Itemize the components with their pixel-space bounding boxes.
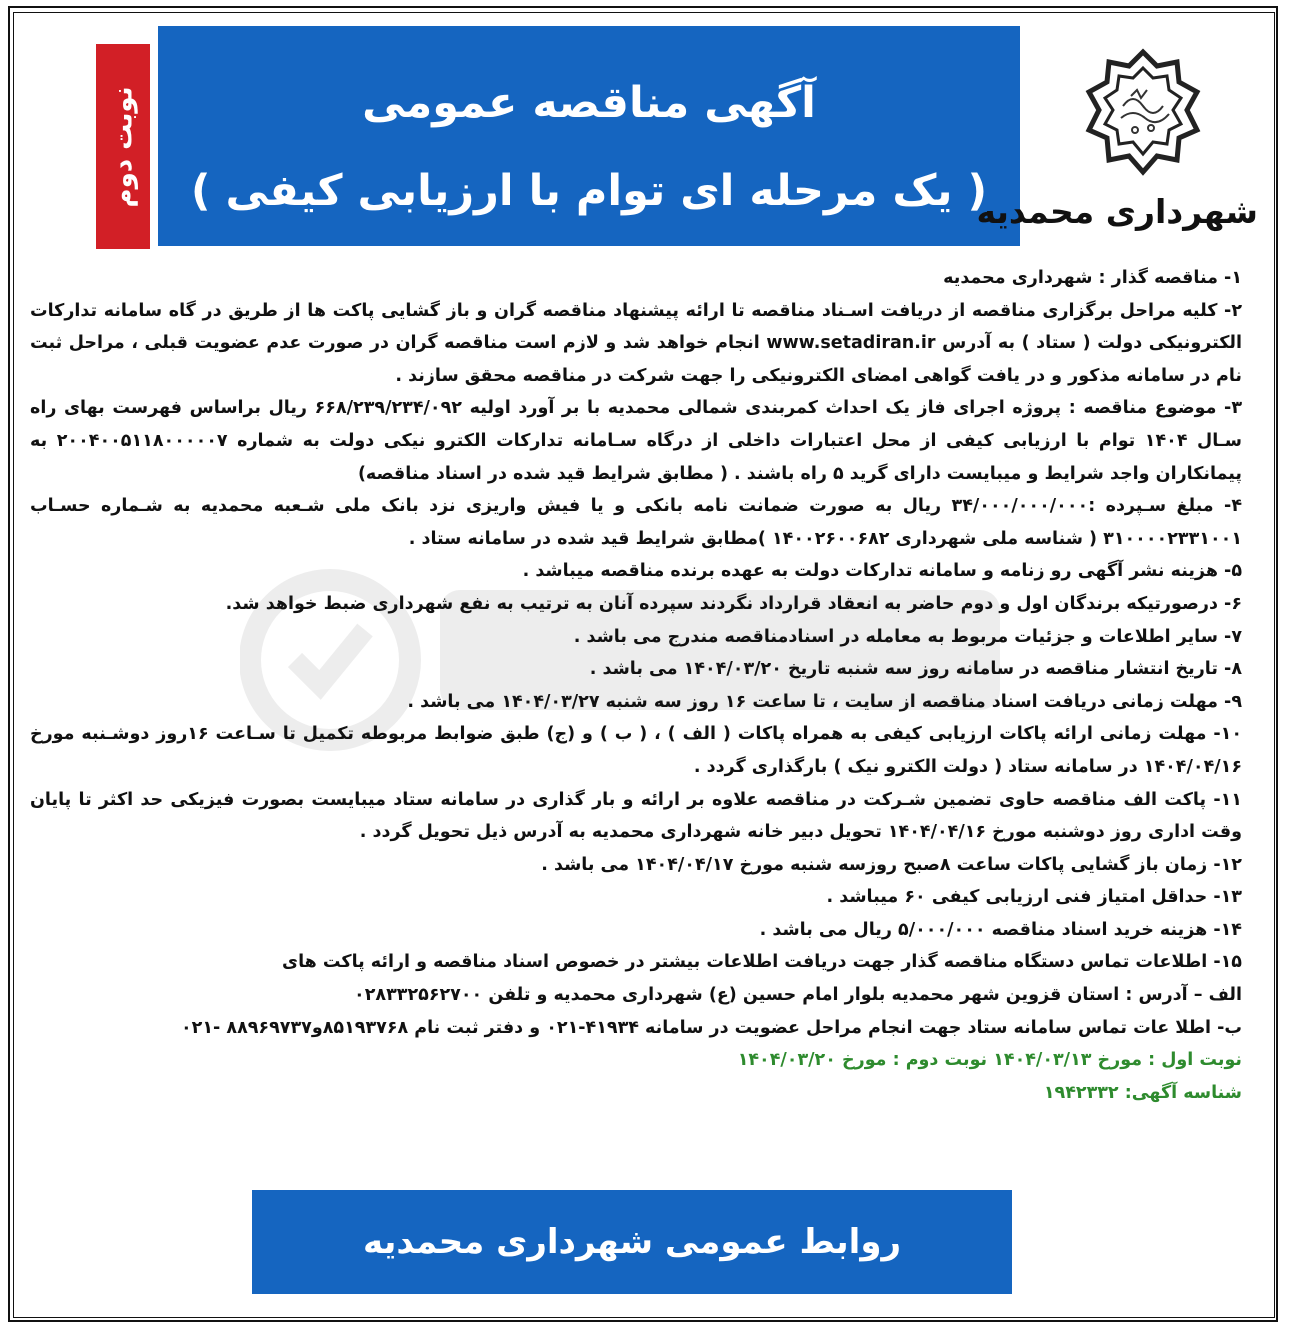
publication-dates: نوبت اول : مورخ ۱۴۰۴/۰۳/۱۳ نوبت دوم : مورخ ۱۴۰۴/۰۳/۲۰ [737, 1050, 1242, 1071]
item-6: ۶- درصورتیکه برندگان اول و دوم حاضر به انعقاد قرارداد نگردند سپرده آنان به ترتیب به نفع شهرداری ضبط خواهد شد. [225, 593, 1242, 614]
item-1: ۱- مناقصه گذار : شهرداری محمدیه [943, 268, 1242, 288]
item-10: ۱۰- مهلت زمانی ارائه پاکات ارزیابی کیفی به همراه پاکات ( الف ) ، ( ب ) و (ج) طبق ضوابط مربوطه تکمیل تا سـاعت ۱۶روز دوشـنبه مورخ ۱۴۰۴/۰۴/۱۶ در سامانه ستاد ( دولت الکترو نیک ) بارگذاری گردد . [30, 724, 1243, 777]
item-4: ۴- مبلغ سـپرده :۳۴/۰۰۰/۰۰۰/۰۰۰ ریال به صورت ضمانت نامه بانکی و یا فیش واریزی نزد بانک ملی شـعبه محمدیه به شـماره حسـاب ۳۱۰۰۰۰۲۳۳۱۰۰۱ ( شناسه ملی شهرداری ۱۴۰۰۲۶۰۰۶۸۲ )مطابق شرایط قید شده در سامانه ستاد . [30, 496, 1242, 549]
announcement-body [30, 262, 1242, 1109]
round-badge [96, 44, 150, 249]
item-7: ۷- سایر اطلاعات و جزئیات مربوط به معامله در اسنادمناقصه مندرج می باشد . [573, 626, 1242, 647]
item-5: ۵- هزینه نشر آگهی رو زنامه و سامانه تدارکات دولت به عهده برنده مناقصه میباشد . [522, 561, 1242, 582]
municipality-logo [976, 44, 1258, 249]
page-title: آگهی مناقصه عمومی [362, 78, 816, 128]
item-15: ۱۵- اطلاعات تماس دستگاه مناقصه گذار جهت دریافت اطلاعات بیشتر در خصوص اسناد مناقصه و ارائه پاکت های [282, 952, 1242, 973]
item-2: ۲- کلیه مراحل برگزاری مناقصه از دریافت اسـناد مناقصه تا ارائه پیشنهاد مناقصه گران و باز گشایی پاکت ها از طریق در گاه سامانه تدارکات الکترونیکی دولت ( ستاد ) به آدرس www.setadiran.ir انجام خواهد شد و لازم است مناقصه گران در صورت عدم عضویت قبلی ، مراحل ثبت نام در سامانه مذکور و در یافت گواهی امضای الکترونیکی را جهت شرکت در مناقصه محقق سازند . [30, 300, 1243, 386]
title-banner [158, 26, 1020, 246]
item-15-address: الف – آدرس : استان قزوین شهر محمدیه بلوار امام حسین (ع) شهرداری محمدیه و تلفن ۰۲۸۳۳۲۵۶۲۷۰۰ [354, 985, 1242, 1006]
organization-name: شهرداری محمدیه [976, 192, 1258, 231]
item-8: ۸- تاریخ انتشار مناقصه در سامانه روز سه شنبه تاریخ ۱۴۰۴/۰۳/۲۰ می باشد . [589, 659, 1242, 680]
item-11: ۱۱- پاکت الف مناقصه حاوی تضمین شـرکت در مناقصه علاوه بر ارائه و بار گذاری در سامانه ستاد میبایست بصورت فیزیکی حد اکثر تا پایان وقت اداری روز دوشنبه مورخ ۱۴۰۴/۰۴/۱۶ تحویل دبیر خانه شهرداری محمدیه به آدرس ذیل تحویل گردد . [30, 789, 1242, 843]
item-9: ۹- مهلت زمانی دریافت اسناد مناقصه از سایت ، تا ساعت ۱۶ روز سه شنبه ۱۴۰۴/۰۳/۲۷ می باشد . [407, 691, 1242, 712]
item-12: ۱۲- زمان باز گشایی پاکات ساعت ۸صبح روزسه شنبه مورخ ۱۴۰۴/۰۴/۱۷ می باشد . [541, 854, 1242, 875]
ad-id: شناسه آگهی: ۱۹۴۲۳۳۲ [1043, 1082, 1242, 1103]
item-13: ۱۳- حداقل امتیاز فنی ارزیابی کیفی ۶۰ میباشد . [826, 887, 1242, 908]
item-3: ۳- موضوع مناقصه : پروژه اجرای فاز یک احداث کمربندی شمالی محمدیه با بر آورد اولیه ۶۶۸/۲۳۹/۲۳۴/۰۹۲ ریال براساس فهرست بهای راه سـال ۱۴۰۴ توام با ارزیابی کیفی از محل اعتبارات داخلی از درگاه سـامانه تدارکات الکترو نیکی دولت به شماره ۲۰۰۴۰۰۵۱۱۸۰۰۰۰۰۷ به پیمانکاران واجد شرایط و میبایست دارای گرید ۵ راه باشند . ( مطابق شرایط قید شده در اسناد مناقصه) [30, 398, 1242, 484]
footer-label: روابط عمومی شهرداری محمدیه [362, 1222, 902, 1262]
page-subtitle: ( یک مرحله ای توام با ارزیابی کیفی ) [190, 166, 988, 216]
round-badge-label: نوبت دوم [108, 86, 138, 207]
item-14: ۱۴- هزینه خرید اسناد مناقصه ۵/۰۰۰/۰۰۰ ریال می باشد . [759, 919, 1242, 940]
item-15-contact: ب- اطلا عات تماس سامانه ستاد جهت انجام مراحل عضویت در سامانه ۴۱۹۳۴-۰۲۱ و دفتر ثبت نام ۸۵۱۹۳۷۶۸و۸۸۹۶۹۷۳۷ -۰۲۱ [180, 1017, 1242, 1038]
footer-banner [252, 1190, 1012, 1294]
municipality-emblem-icon [1073, 44, 1213, 184]
